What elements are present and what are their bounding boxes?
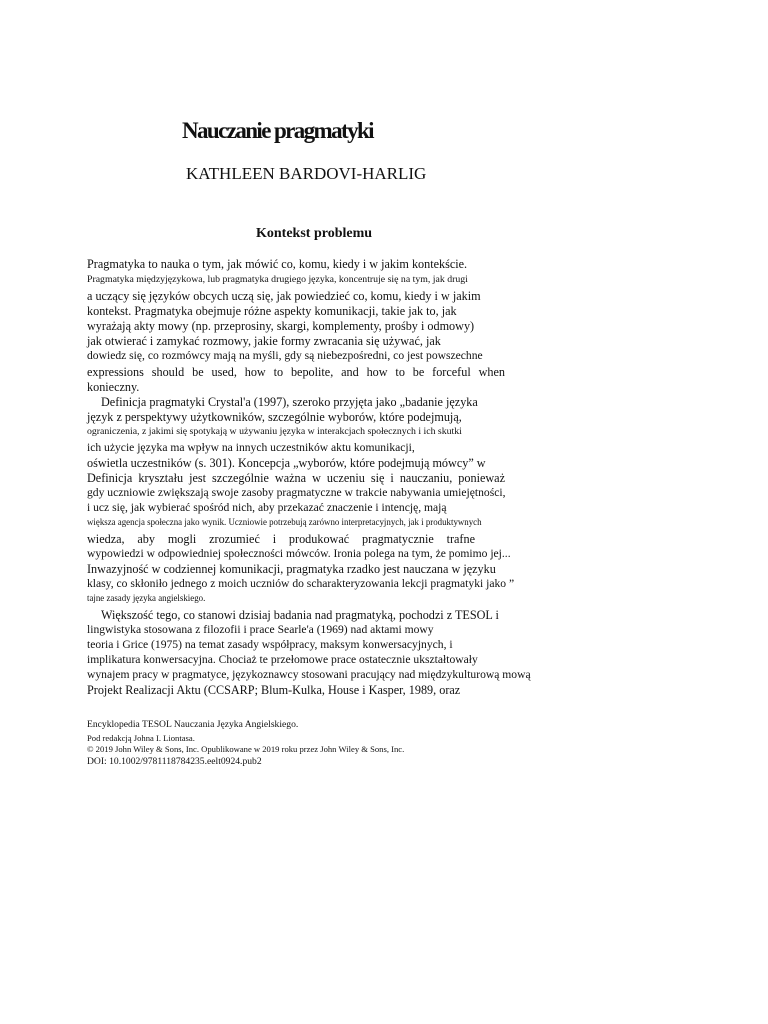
body-line: jak otwierać i zamykać rozmowy, jakie formy zwracania się używać, jak (87, 334, 441, 348)
body-line: implikatura konwersacyjna. Chociaż te przełomowe prace ostatecznie ukształtowały (87, 653, 478, 666)
body-line: Projekt Realizacji Aktu (CCSARP; Blum-Kulka, House i Kasper, 1989, oraz (87, 683, 461, 697)
body-line: Inwazyjność w codziennej komunikacji, pragmatyka rzadko jest nauczana w języku (87, 562, 496, 576)
body-line: Definicja kryształu jest szczególnie ważna w uczeniu się i nauczaniu, ponieważ (87, 471, 505, 485)
body-line: wynajem pracy w pragmatyce, językoznawcy stosowani pracujący nad międzykulturową mową (87, 668, 531, 681)
body-line: ich użycie języka ma wpływ na innych uczestników aktu komunikacji, (87, 441, 415, 454)
article-title: Nauczanie pragmatyki (182, 118, 373, 143)
body-line: wyrażają akty mowy (np. przeprosiny, skargi, komplementy, prośby i odmowy) (87, 319, 475, 333)
body-line: expressions should be used, how to bepolite, and how to be forceful when (87, 365, 505, 379)
body-line: a uczący się języków obcych uczą się, jak powiedzieć co, komu, kiedy i w jakim (87, 289, 481, 303)
body-line: konieczny. (87, 380, 140, 394)
body-line: Definicja pragmatyki Crystal'a (1997), szeroko przyjęta jako „badanie języka (101, 395, 478, 409)
section-heading: Kontekst problemu (256, 226, 373, 241)
body-line: dowiedz się, co rozmówcy mają na myśli, gdy są niebezpośredni, co jest powszechne (87, 349, 483, 362)
footer-line: Pod redakcją Johna I. Liontasa. (87, 733, 195, 743)
body-line: i ucz się, jak wybierać spośród nich, aby przekazać znaczenie i intencję, mają (87, 501, 447, 514)
body-line: większa agencja społeczna jako wynik. Uczniowie potrzebują zarówno interpretacyjnych, jak i produktywnych (87, 517, 482, 527)
body-line: Pragmatyka to nauka o tym, jak mówić co, komu, kiedy i w jakim kontekście. (87, 257, 468, 271)
body-line: oświetla uczestników (s. 301). Koncepcja „wyborów, które podejmują mówcy” w (87, 456, 486, 470)
footer-line: Encyklopedia TESOL Nauczania Języka Angielskiego. (87, 719, 299, 730)
body-line: język z perspektywy użytkowników, szczególnie wyborów, które podejmują, (87, 410, 462, 424)
body-line: gdy uczniowie zwiększają swoje zasoby pragmatyczne w trakcie nabywania umiejętności, (87, 486, 506, 499)
body-line: wiedza, aby mogli zrozumieć i produkować pragmatycznie trafne (87, 532, 475, 546)
body-line: wypowiedzi w odpowiedniej społeczności mówców. Ironia polega na tym, że pomimo jej... (87, 547, 511, 560)
footer-line: DOI: 10.1002/9781118784235.eelt0924.pub2 (87, 756, 262, 767)
body-line: klasy, co skłoniło jednego z moich uczniów do scharakteryzowania lekcji pragmatyki jako ” (87, 577, 515, 590)
body-line: lingwistyka stosowana z filozofii i prace Searle'a (1969) nad aktami mowy (87, 623, 434, 636)
body-line: Większość tego, co stanowi dzisiaj badania nad pragmatyką, pochodzi z TESOL i (101, 608, 499, 622)
body-line: Pragmatyka międzyjęzykowa, lub pragmatyka drugiego języka, koncentruje się na tym, jak drugi (87, 274, 468, 285)
body-line: teoria i Grice (1975) na temat zasady współpracy, maksym konwersacyjnych, i (87, 638, 453, 651)
body-line: tajne zasady języka angielskiego. (87, 593, 206, 603)
article-author: KATHLEEN BARDOVI-HARLIG (186, 164, 427, 183)
body-line: kontekst. Pragmatyka obejmuje różne aspekty komunikacji, takie jak to, jak (87, 304, 457, 318)
footer-line: © 2019 John Wiley & Sons, Inc. Opublikowane w 2019 roku przez John Wiley & Sons, Inc. (87, 744, 405, 754)
body-line: ograniczenia, z jakimi się spotykają w używaniu języka w interakcjach społecznych i ich skutki (87, 426, 462, 437)
